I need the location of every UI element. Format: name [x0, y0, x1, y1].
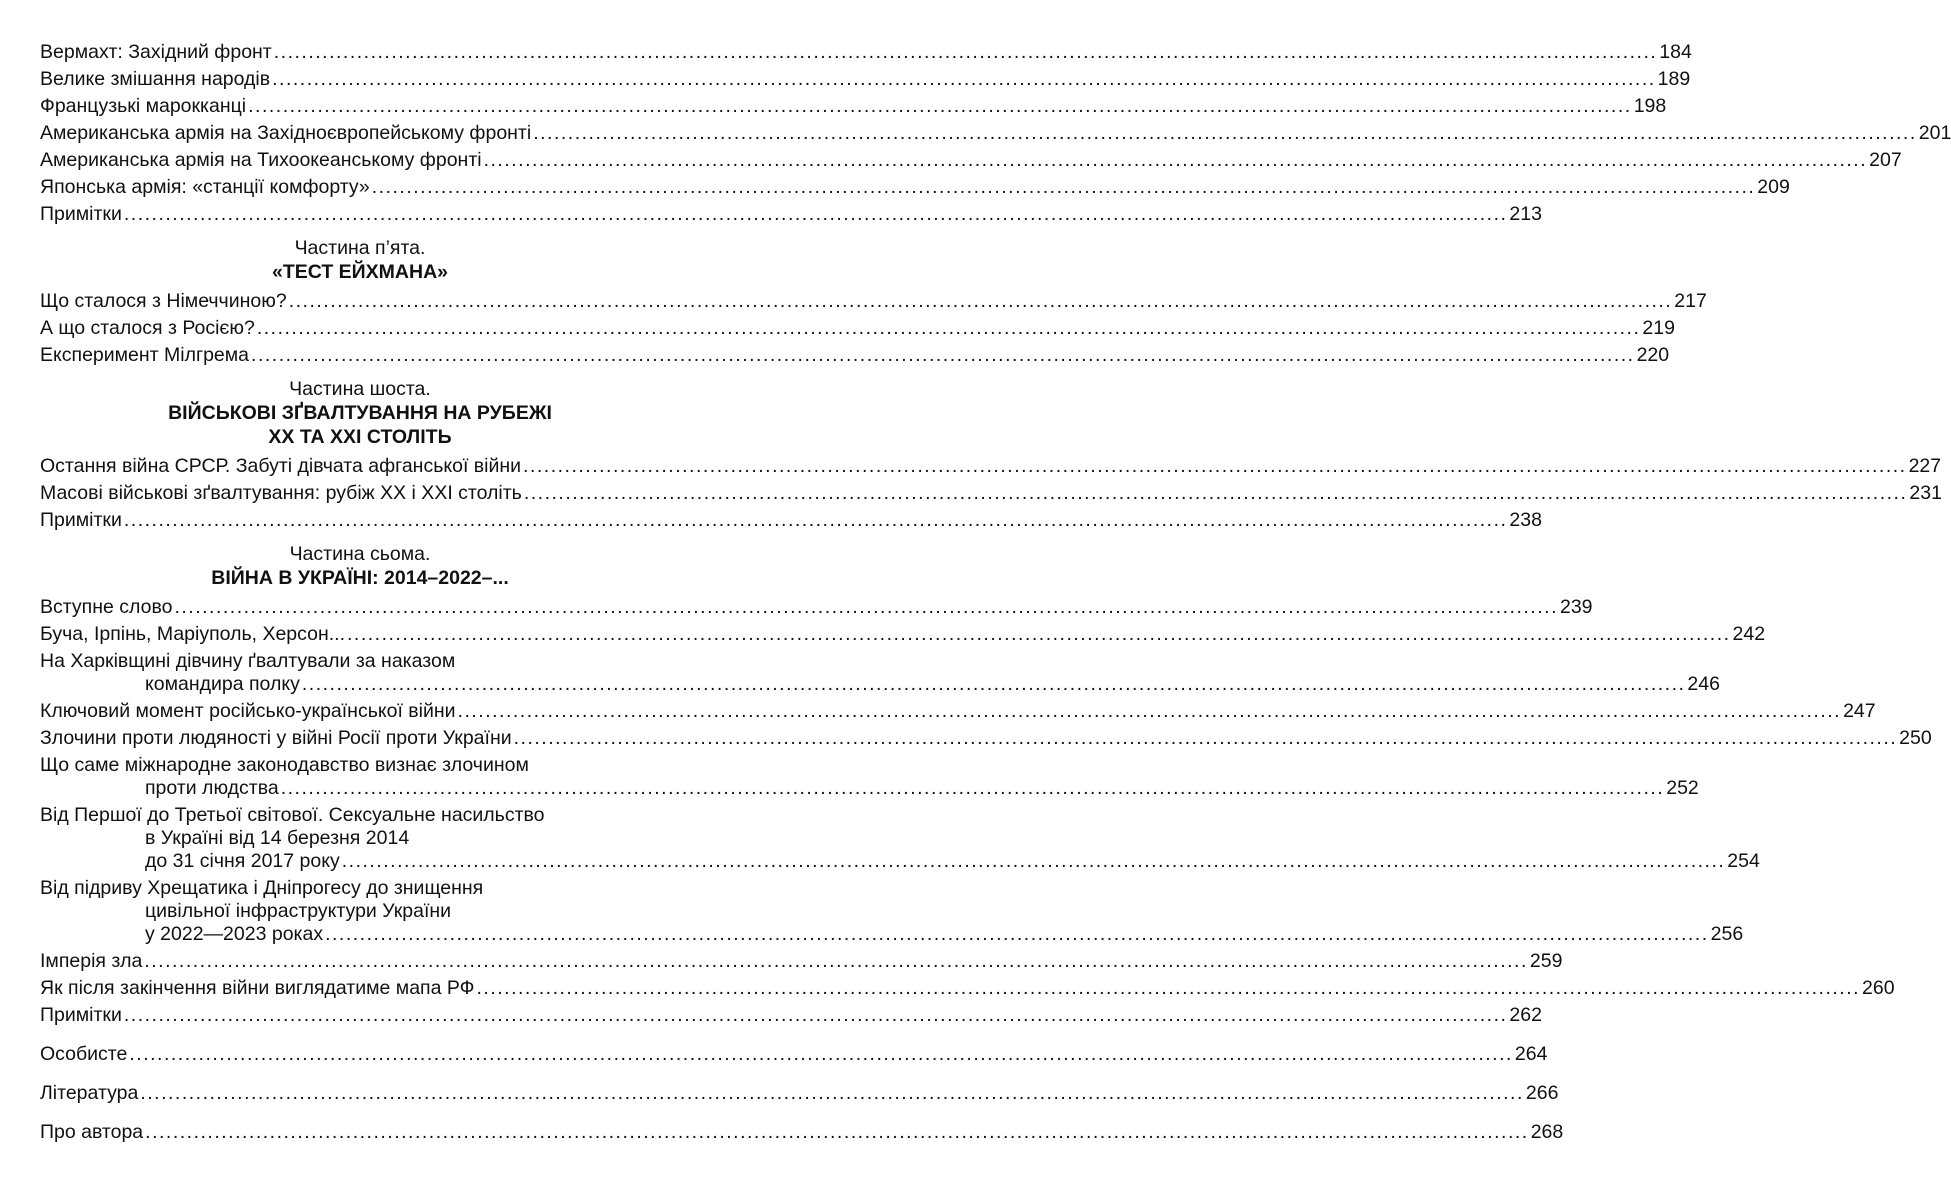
dot-leader	[323, 923, 1709, 946]
toc-entry-title-line: Від підриву Хрещатика і Дніпрогесу до знищення	[40, 877, 484, 899]
toc-entry[interactable]	[40, 41, 1692, 64]
toc-entry-title: Література	[40, 1082, 139, 1104]
toc-entry-title: у 2022—2023 роках	[145, 923, 324, 945]
toc-entry[interactable]	[40, 950, 1563, 973]
toc-entry[interactable]	[40, 596, 1593, 619]
toc-entry-title: командира полку	[145, 673, 300, 695]
page-number: 198	[1633, 95, 1667, 117]
dot-leader	[127, 1043, 1513, 1066]
toc-entry[interactable]	[40, 149, 1902, 172]
dot-leader	[522, 482, 1908, 505]
toc-entry[interactable]	[40, 727, 1932, 750]
dot-leader	[122, 1004, 1508, 1027]
toc-entry[interactable]	[40, 1121, 1564, 1144]
toc-entry[interactable]	[40, 700, 1876, 723]
dot-leader	[531, 122, 1917, 145]
toc-entry[interactable]	[40, 203, 1542, 226]
toc-entry[interactable]	[40, 482, 1942, 505]
toc-entry-title-line: в Україні від 14 березня 2014	[145, 827, 410, 849]
page-number: 250	[1899, 727, 1932, 749]
toc-entry[interactable]	[40, 509, 1542, 532]
part-title: ВІЙСЬКОВІ ЗҐВАЛТУВАННЯ НА РУБЕЖІ	[168, 402, 552, 424]
toc-entry-title: Японська армія: «станції комфорту»	[40, 176, 370, 198]
page-number: 252	[1666, 777, 1699, 799]
toc-entry[interactable]	[40, 68, 1691, 91]
toc-entry-title-line: На Харківщині дівчину ґвалтували за наказом	[40, 650, 456, 672]
toc-entry[interactable]	[40, 977, 1895, 1000]
dot-leader	[122, 509, 1508, 532]
part-title: «ТЕСТ ЕЙХМАНА»	[271, 261, 449, 283]
toc-entry-title: Масові військові зґвалтування: рубіж ХХ і ХХІ століть	[40, 482, 522, 504]
page-number: 262	[1509, 1004, 1542, 1026]
dot-leader	[143, 1121, 1529, 1144]
toc-entry-title: Американська армія на Тихоокеанському фронті	[40, 149, 482, 171]
toc-entry-title: Примітки	[40, 203, 122, 225]
page-number: 264	[1514, 1043, 1548, 1065]
dot-leader	[272, 41, 1658, 64]
dot-leader	[172, 596, 1558, 619]
dot-leader	[287, 290, 1673, 313]
page-number: 238	[1509, 509, 1542, 531]
toc-entry-title: Вермахт: Західний фронт	[40, 41, 272, 63]
toc-entry-title: Ключовий момент російсько-української війни	[40, 700, 456, 722]
page-number: 268	[1530, 1121, 1564, 1143]
dot-leader	[138, 1082, 1524, 1105]
dot-leader	[456, 700, 1842, 723]
toc-entry-title: Особисте	[40, 1043, 128, 1065]
toc-entry[interactable]	[40, 290, 1707, 313]
toc-entry-title-line: Від Першої до Третьої світової. Сексуальне насильство	[40, 804, 545, 826]
toc-entry[interactable]	[40, 804, 1760, 873]
dot-leader	[482, 149, 1868, 172]
page-number: 242	[1732, 623, 1766, 645]
toc-entry[interactable]	[40, 650, 1720, 696]
toc-entry-title: Як після закінчення війни виглядатиме мапа РФ	[40, 977, 475, 999]
page-number: 207	[1869, 149, 1902, 171]
part-heading	[40, 542, 680, 590]
toc-entry[interactable]	[40, 877, 1744, 946]
page-number: 189	[1657, 68, 1691, 90]
page-number: 209	[1757, 176, 1790, 198]
toc-entry[interactable]	[40, 754, 1699, 800]
toc-entry-title-line: Що саме міжнародне законодавство визнає злочином	[40, 754, 529, 776]
dot-leader	[246, 95, 1632, 118]
toc-entry-title: Буча, Ірпінь, Маріуполь, Херсон...	[40, 623, 345, 645]
toc-entry[interactable]	[40, 176, 1790, 199]
page-number: 184	[1659, 41, 1692, 63]
page-number: 246	[1687, 673, 1720, 695]
dot-leader	[345, 623, 1731, 646]
toc-entry-title: Примітки	[40, 509, 122, 531]
dot-leader	[512, 727, 1898, 750]
dot-leader	[300, 673, 1686, 696]
page-number: 231	[1909, 482, 1942, 504]
toc-entry[interactable]	[40, 623, 1766, 646]
toc-entry[interactable]	[40, 95, 1667, 118]
dot-leader	[474, 977, 1860, 1000]
page-number: 201	[1918, 122, 1951, 144]
dot-leader	[122, 203, 1508, 226]
toc-entry-title: Імперія зла	[40, 950, 143, 972]
page-number: 219	[1642, 317, 1675, 339]
page-number: 213	[1509, 203, 1542, 225]
dot-leader	[270, 68, 1656, 91]
page-number: 217	[1674, 290, 1707, 312]
toc-entry[interactable]	[40, 1004, 1542, 1027]
toc-entry[interactable]	[40, 344, 1670, 367]
page-number: 266	[1525, 1082, 1559, 1104]
dot-leader	[279, 777, 1665, 800]
dot-leader	[249, 344, 1635, 367]
toc-entry-title: Французькі марокканці	[40, 95, 247, 117]
toc-entry-title: А що сталося з Росією?	[40, 317, 255, 339]
page-number: 256	[1710, 923, 1744, 945]
toc-entry-title: Велике змішання народів	[40, 68, 271, 90]
page-number: 260	[1862, 977, 1895, 999]
toc-entry-title: Американська армія на Західноєвропейському фронті	[40, 122, 532, 144]
toc-entry[interactable]	[40, 1082, 1559, 1105]
toc-entry-title-line: цивільної інфраструктури України	[145, 900, 452, 922]
page-number: 227	[1908, 455, 1942, 477]
page-number: 220	[1636, 344, 1670, 366]
toc-entry[interactable]	[40, 122, 1951, 145]
dot-leader	[370, 176, 1756, 199]
part-title: ВІЙНА В УКРАЇНІ: 2014–2022–...	[211, 567, 509, 589]
toc-entry-title: Злочини проти людяності у війні Росії проти України	[40, 727, 512, 749]
toc-entry-title: Експеримент Мілгрема	[40, 344, 250, 366]
dot-leader	[521, 455, 1907, 478]
dot-leader	[255, 317, 1641, 340]
toc-entry[interactable]	[40, 1043, 1548, 1066]
toc-entry[interactable]	[40, 317, 1675, 340]
toc-entry-title: Остання війна СРСР. Забуті дівчата афганської війни	[40, 455, 522, 477]
section-gap	[40, 1031, 680, 1043]
page-number: 239	[1559, 596, 1593, 618]
dot-leader	[142, 950, 1528, 973]
part-number: Частина п’ята.	[294, 237, 426, 259]
part-title: ХХ ТА ХХІ СТОЛІТЬ	[268, 426, 452, 448]
section-gap	[40, 1109, 680, 1121]
part-number: Частина шоста.	[289, 378, 431, 400]
page-number: 247	[1843, 700, 1876, 722]
page-number: 254	[1727, 850, 1760, 872]
dot-leader	[340, 850, 1726, 873]
toc-entry-title: проти людства	[145, 777, 279, 799]
part-heading	[40, 236, 680, 284]
toc-entry-title: Примітки	[40, 1004, 122, 1026]
table-of-contents	[40, 41, 1951, 1148]
toc-entry-title: Про автора	[40, 1121, 144, 1143]
section-gap	[40, 1070, 680, 1082]
toc-entry[interactable]	[40, 455, 1942, 478]
part-heading	[40, 377, 680, 449]
toc-entry-title: Вступне слово	[40, 596, 173, 618]
page-number: 259	[1529, 950, 1563, 972]
part-number: Частина сьома.	[289, 543, 431, 565]
toc-entry-title: Що сталося з Німеччиною?	[40, 290, 287, 312]
toc-entry-title: до 31 січня 2017 року	[145, 850, 340, 872]
